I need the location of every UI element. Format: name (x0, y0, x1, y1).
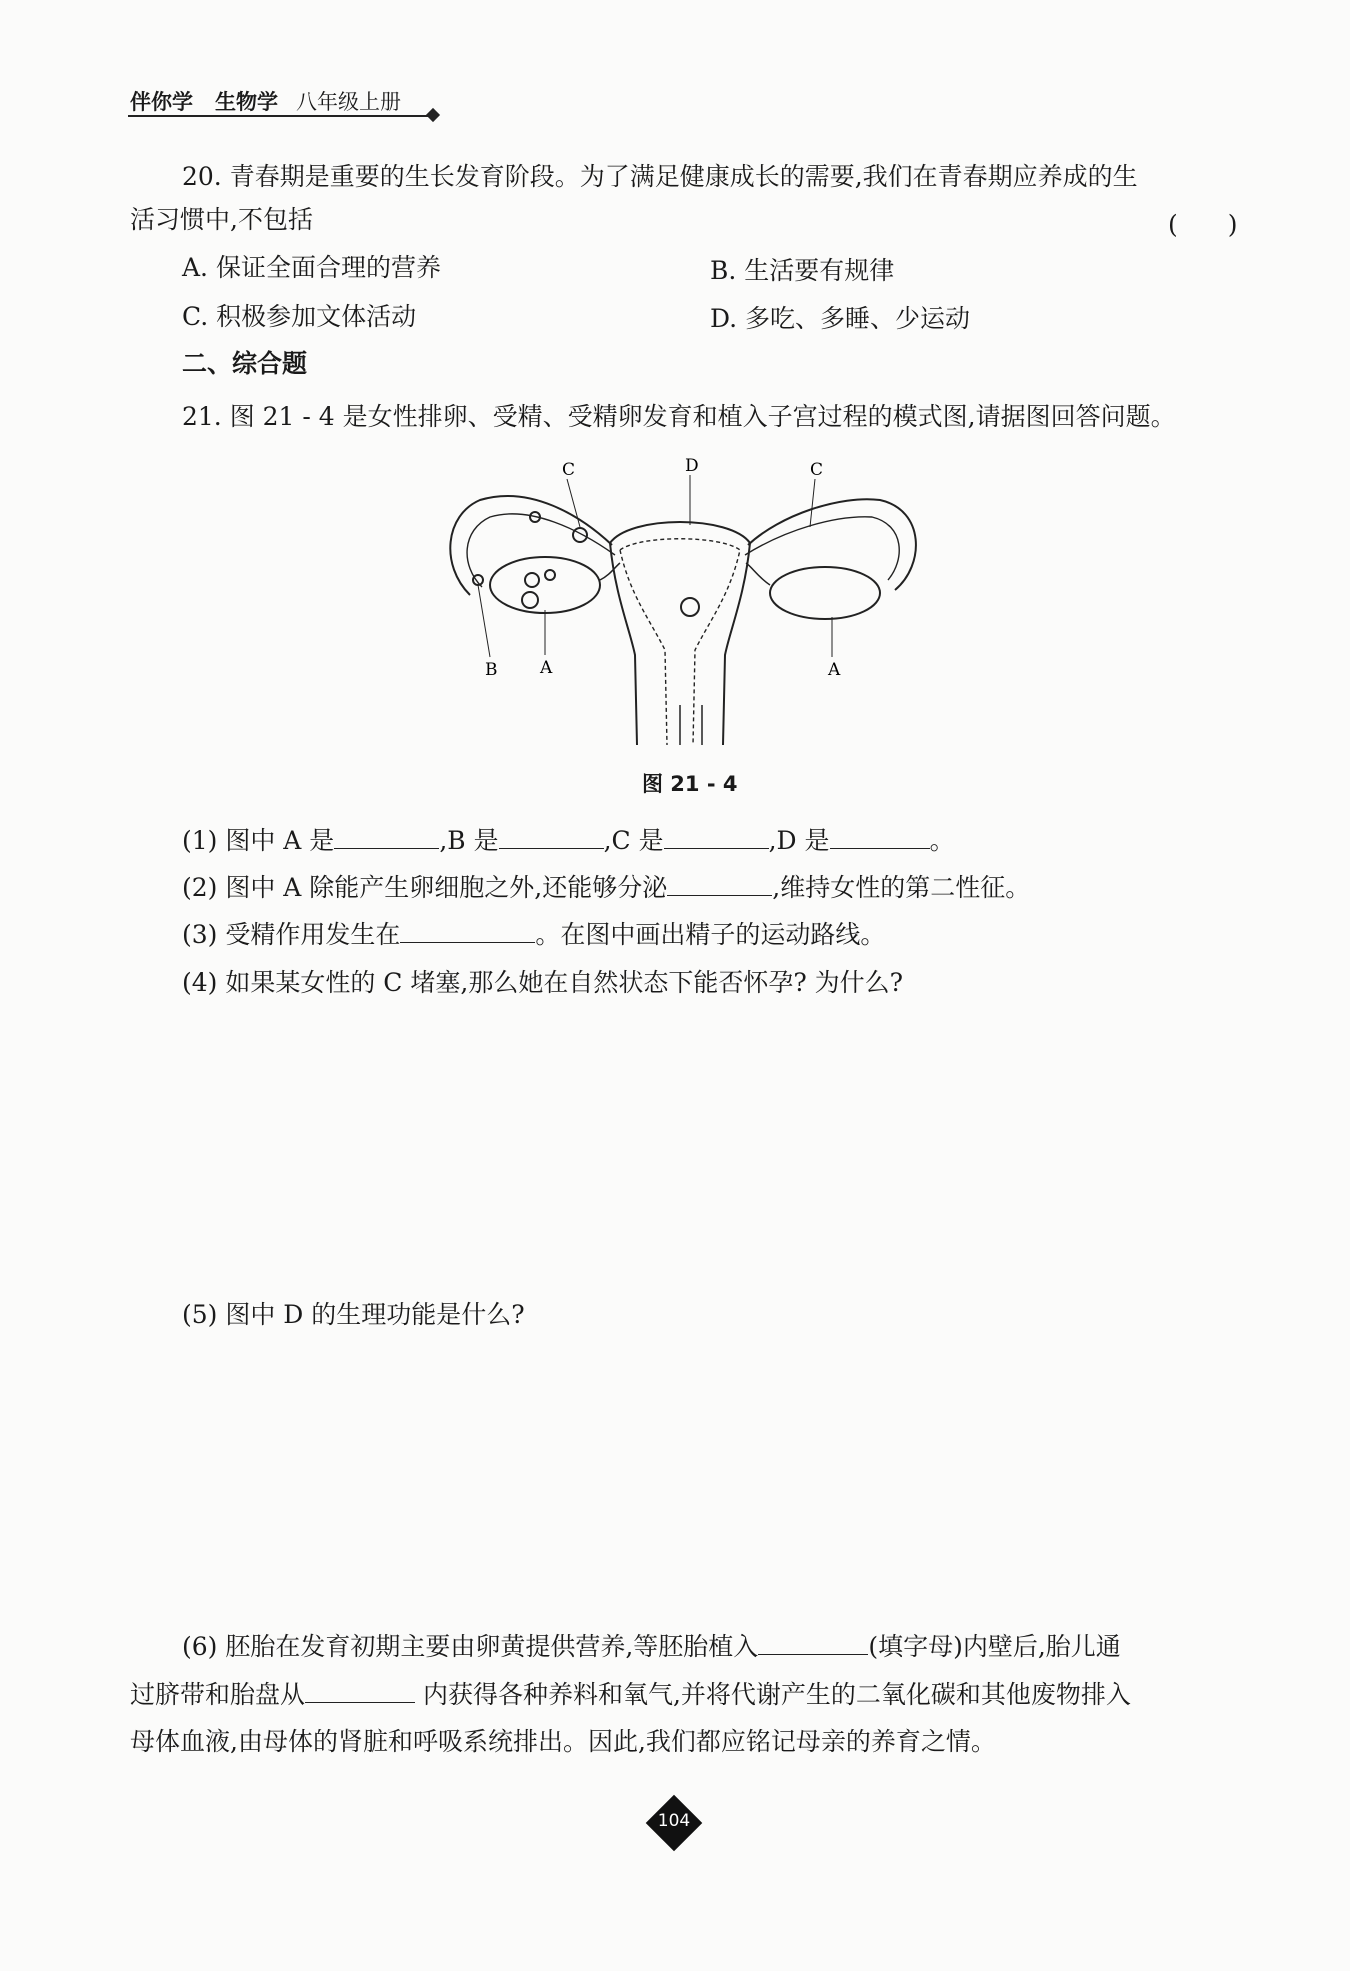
part3-prefix: (3) 受精作用发生在 (182, 920, 401, 949)
part1-d-prefix: ,D 是 (768, 826, 830, 855)
q21-part2 (182, 873, 1030, 903)
blank-implant[interactable] (758, 1632, 868, 1655)
q20-option-c: C. 积极参加文体活动 (182, 302, 417, 331)
section-title: 二、综合题 (182, 349, 308, 378)
label-c-right: C (810, 460, 824, 480)
header-diamond-icon (426, 108, 440, 122)
q21-part1 (182, 826, 955, 856)
left-oviduct (450, 496, 612, 595)
q20-option-b: B. 生活要有规律 (710, 256, 895, 285)
q21-part5: (5) 图中 D 的生理功能是什么? (182, 1300, 525, 1329)
part6-l1b: (填字母)内壁后,胎儿通 (868, 1632, 1121, 1661)
q20-option-d: D. 多吃、多睡、少运动 (710, 304, 971, 333)
part1-b-prefix: ,B 是 (439, 826, 499, 855)
page-number-badge (646, 1795, 702, 1851)
part6-l2b: 内获得各种养料和氧气,并将代谢产生的二氧化碳和其他废物排入 (415, 1680, 1131, 1709)
blank-fertilization[interactable] (400, 920, 535, 943)
figure-caption: 图 21 - 4 (642, 772, 738, 796)
label-d-top: D (685, 456, 699, 476)
q21-part3 (182, 920, 885, 950)
part6-l1a: (6) 胚胎在发育初期主要由卵黄提供营养,等胚胎植入 (182, 1632, 759, 1661)
female-reproductive-diagram (440, 455, 940, 755)
part3-suffix: 。在图中画出精子的运动路线。 (535, 920, 886, 949)
blank-d[interactable] (830, 826, 930, 849)
q20-answer-paren: ( ) (1168, 210, 1238, 239)
label-a-right: A (828, 660, 841, 680)
blank-source[interactable] (305, 1680, 415, 1703)
blank-a[interactable] (334, 826, 439, 849)
blank-c[interactable] (664, 826, 769, 849)
q20-line1: 20. 青春期是重要的生长发育阶段。为了满足健康成长的需要,我们在青春期应养成的生 (182, 162, 1138, 191)
header-grade: 八年级上册 (296, 90, 401, 114)
label-b-bottom: B (485, 660, 498, 680)
part2-suffix: ,维持女性的第二性征。 (772, 873, 1031, 902)
label-c-left: C (562, 460, 576, 480)
q21-part6-line1 (182, 1632, 1121, 1662)
label-a-left: A (540, 658, 553, 678)
right-ovary (770, 567, 880, 619)
blank-hormone[interactable] (667, 873, 772, 896)
q21-part6-line2 (130, 1680, 1131, 1710)
part1-a-prefix: (1) 图中 A 是 (182, 826, 335, 855)
page-number: 104 (657, 1811, 691, 1831)
part6-l2a: 过脐带和胎盘从 (130, 1680, 306, 1709)
part2-prefix: (2) 图中 A 除能产生卵细胞之外,还能够分泌 (182, 873, 668, 902)
left-ovary (490, 557, 600, 613)
q21-intro: 21. 图 21 - 4 是女性排卵、受精、受精卵发育和植入子宫过程的模式图,请据图回答问题。 (182, 402, 1176, 431)
q20-line2: 活习惯中,不包括 (130, 205, 313, 234)
q20-option-a: A. 保证全面合理的营养 (182, 253, 441, 282)
q21-part4: (4) 如果某女性的 C 堵塞,那么她在自然状态下能否怀孕? 为什么? (182, 968, 904, 997)
header-rule (128, 115, 433, 117)
header-brand: 伴你学 (130, 90, 193, 114)
blank-b[interactable] (499, 826, 604, 849)
part1-end: 。 (929, 826, 955, 855)
book-header (130, 86, 401, 116)
part1-c-prefix: ,C 是 (603, 826, 664, 855)
q21-part6-line3: 母体血液,由母体的肾脏和呼吸系统排出。因此,我们都应铭记母亲的养育之情。 (130, 1727, 996, 1756)
header-subject: 生物学 (215, 90, 278, 114)
